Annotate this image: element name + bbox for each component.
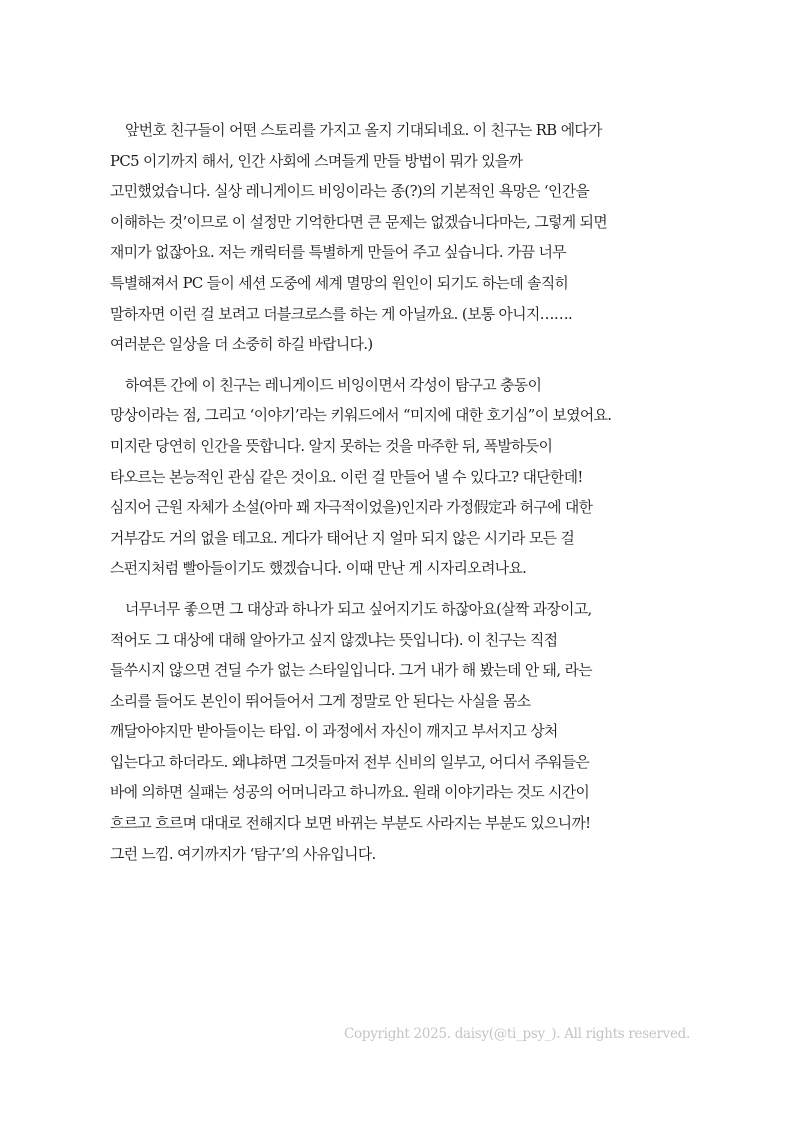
text-line: 그런 느낌. 여기까지가 ‘탐구’의 사유입니다. [110,845,376,863]
copyright-notice: Copyright 2025. daisy(@ti_psy_). All rights reserved. [344,1026,690,1042]
text-line: 이해하는 것’이므로 이 설정만 기억한다면 큰 문제는 없겠습니다마는, 그렇게 되면 [110,213,608,231]
paragraph-2 [110,371,695,585]
text-line: 하여튼 간에 이 친구는 레니게이드 비잉이면서 각성이 탐구고 충동이 [125,376,542,394]
text-line: 여러분은 일상을 더 소중히 하길 바랍니다.) [110,336,373,354]
text-line: 입는다고 하더라도. 왜냐하면 그것들마저 전부 신비의 일부고, 어디서 주워들은 [110,753,590,771]
document-body [110,116,695,880]
text-line: PC5 이기까지 해서, 인간 사회에 스며들게 만들 방법이 뭐가 있을까 [110,152,523,170]
paragraph-1 [110,116,695,361]
text-line: 소리를 들어도 본인이 뛰어들어서 그게 정말로 안 된다는 사실을 몸소 [110,692,531,710]
text-line: 망상이라는 점, 그리고 ‘이야기’라는 키워드에서 “미지에 대한 호기심”이 보였어요. [110,407,612,425]
text-line: 고민했었습니다. 실상 레니게이드 비잉이라는 종(?)의 기본적인 욕망은 ‘인간을 [110,183,590,201]
text-line: 깨달아야지만 받아들이는 타입. 이 과정에서 자신이 깨지고 부서지고 상처 [110,723,558,741]
text-line: 심지어 근원 자체가 소설(아마 꽤 자극적이었을)인지라 가정假定과 허구에 대한 [110,499,593,517]
text-line: 앞번호 친구들이 어떤 스토리를 가지고 올지 기대되네요. 이 친구는 RB 에다가 [125,122,602,139]
text-line: 스펀지처럼 빨아들이기도 했겠습니다. 이때 만난 게 시자리오려나요. [110,560,527,578]
text-line: 타오르는 본능적인 관심 같은 것이요. 이런 걸 만들어 낼 수 있다고? 대단한데! [110,468,583,486]
paragraph-3 [110,595,695,870]
text-line: 미지란 당연히 인간을 뜻합니다. 알지 못하는 것을 마주한 뒤, 폭발하듯이 [110,437,553,455]
text-line: 바에 의하면 실패는 성공의 어머니라고 하니까요. 원래 이야기라는 것도 시간이 [110,784,590,802]
text-line: 말하자면 이런 걸 보려고 더블크로스를 하는 게 아닐까요. (보통 아니지……. [110,305,573,323]
text-line: 너무너무 좋으면 그 대상과 하나가 되고 싶어지기도 하잖아요(살짝 과장이고, [125,600,592,618]
text-line: 적어도 그 대상에 대해 알아가고 싶지 않겠냐는 뜻입니다). 이 친구는 직접 [110,631,558,649]
text-line: 거부감도 거의 없을 테고요. 게다가 태어난 지 얼마 되지 않은 시기라 모든 걸 [110,529,575,547]
text-line: 특별해져서 PC 들이 세션 도중에 세계 멸망의 원인이 되기도 하는데 솔직히 [110,274,569,292]
text-line: 들쑤시지 않으면 견딜 수가 없는 스타일입니다. 그거 내가 해 봤는데 안 돼, 라는 [110,662,592,680]
text-line: 재미가 없잖아요. 저는 캐릭터를 특별하게 만들어 주고 싶습니다. 가끔 너무 [110,244,566,262]
text-line: 흐르고 흐르며 대대로 전해지다 보면 바뀌는 부분도 사라지는 부분도 있으니까! [110,815,591,833]
